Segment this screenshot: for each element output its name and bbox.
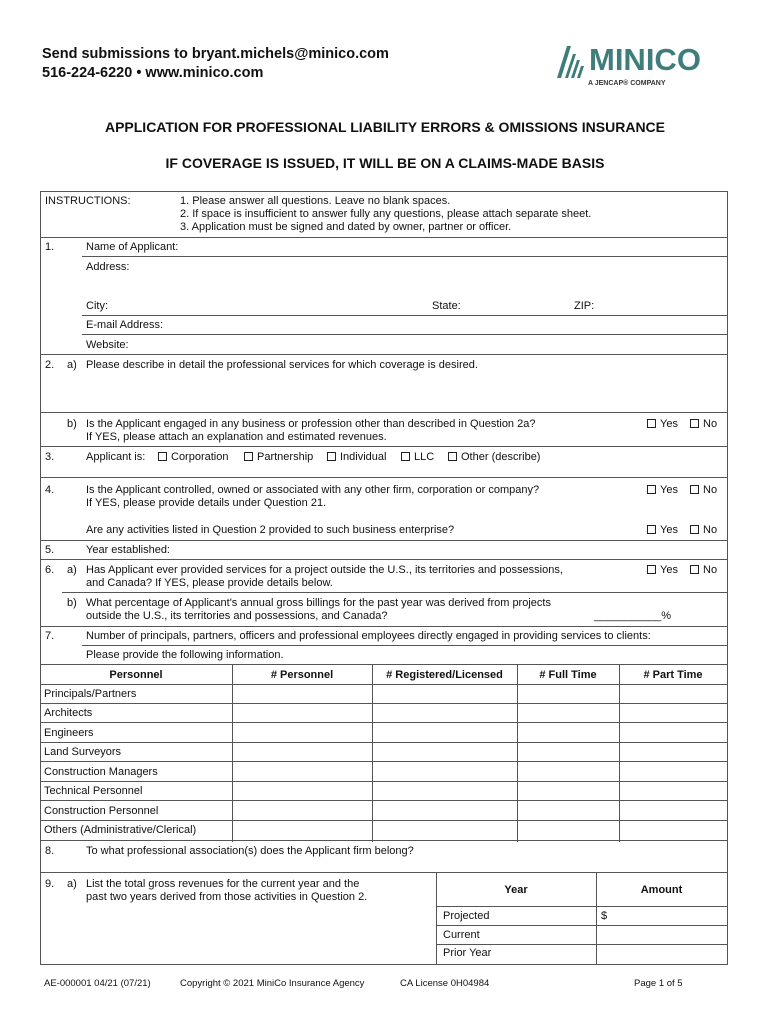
revenue-row-projected: Projected [443, 910, 490, 922]
no-checkbox[interactable]: No [690, 524, 717, 536]
instruction-item: 3. Application must be signed and dated by owner, partner or officer. [180, 221, 512, 233]
partnership-checkbox[interactable]: Partnership [244, 451, 313, 463]
q7-number: 7. [45, 630, 55, 642]
contact-phone-web-line: 516-224-6220 • www.minico.com [42, 65, 264, 81]
col-personnel: Personnel [109, 669, 163, 681]
q6b-letter: b) [67, 597, 77, 609]
q8-number: 8. [45, 845, 55, 857]
yes-checkbox[interactable]: Yes [647, 418, 678, 430]
q6a-text-2: and Canada? If YES, please provide details below. [86, 577, 333, 589]
q7-text-2: Please provide the following information. [86, 649, 284, 661]
copyright: Copyright © 2021 MiniCo Insurance Agency [180, 978, 365, 989]
yes-checkbox[interactable]: Yes [647, 564, 678, 576]
form-title: APPLICATION FOR PROFESSIONAL LIABILITY ERRORS & OMISSIONS INSURANCE [104, 119, 666, 135]
col-full-time: # Full Time [539, 669, 597, 681]
col-registered: # Registered/Licensed [386, 669, 503, 681]
q6a-text-1: Has Applicant ever provided services for a project outside the U.S., its territories and possessions, [86, 564, 563, 576]
address-label[interactable]: Address: [86, 261, 130, 273]
q2b-letter: b) [67, 418, 77, 430]
page-number: Page 1 of 5 [634, 978, 683, 989]
col-amount: Amount [640, 884, 683, 896]
llc-checkbox[interactable]: LLC [401, 451, 434, 463]
no-checkbox[interactable]: No [690, 484, 717, 496]
q6a-letter: a) [67, 564, 77, 576]
email-label[interactable]: E-mail Address: [86, 319, 164, 331]
q4-number: 4. [45, 484, 55, 496]
q2-number: 2. [45, 359, 55, 371]
yes-checkbox[interactable]: Yes [647, 524, 678, 536]
q4-text-1: Is the Applicant controlled, owned or associated with any other firm, corporation or company? [86, 484, 540, 496]
no-checkbox[interactable]: No [690, 418, 717, 430]
minico-logo [553, 42, 725, 98]
q6b-text-2: outside the U.S., its territories and possessions, and Canada? [86, 610, 388, 622]
instructions-label: INSTRUCTIONS: [45, 195, 131, 207]
q2a-letter: a) [67, 359, 77, 371]
year-established-label[interactable]: Year established: [86, 544, 170, 556]
table-row-label: Land Surveyors [44, 746, 122, 758]
zip-label[interactable]: ZIP: [574, 300, 595, 312]
q8-text: To what professional association(s) does the Applicant firm belong? [86, 845, 414, 857]
instruction-item: 1. Please answer all questions. Leave no blank spaces. [180, 195, 451, 207]
revenue-row-prior: Prior Year [443, 947, 492, 959]
q6a-yes-no [647, 564, 717, 576]
table-row-label: Construction Managers [44, 766, 158, 778]
col-num-personnel: # Personnel [270, 669, 334, 681]
state-label[interactable]: State: [432, 300, 461, 312]
corporation-checkbox[interactable]: Corporation [158, 451, 228, 463]
q4-yes-no [647, 484, 717, 496]
revenue-row-current: Current [443, 929, 480, 941]
contact-email-line: Send submissions to bryant.michels@minico.com [42, 46, 389, 62]
logo-tagline: A JENCAP® COMPANY [588, 80, 666, 87]
table-row-label: Technical Personnel [44, 785, 143, 797]
col-part-time: # Part Time [643, 669, 703, 681]
instruction-item: 2. If space is insufficient to answer fully any questions, please attach separate sheet. [180, 208, 592, 220]
q6-number: 6. [45, 564, 55, 576]
applicant-type-label: Applicant is: [86, 451, 146, 463]
q4b-yes-no [647, 524, 717, 536]
form-subtitle: IF COVERAGE IS ISSUED, IT WILL BE ON A CLAIMS-MADE BASIS [165, 155, 605, 171]
q5-number: 5. [45, 544, 55, 556]
form-id: AE-000001 04/21 (07/21) [44, 978, 151, 989]
q7-text-1: Number of principals, partners, officers and professional employees directly engaged in providing services to clients: [86, 630, 651, 642]
q2a-text: Please describe in detail the professional services for which coverage is desired. [86, 359, 478, 371]
minico-stripes-logo-icon [553, 44, 593, 80]
percentage-field[interactable]: ___________% [594, 610, 672, 622]
logo-wordmark: MINICO [589, 42, 701, 77]
other-checkbox[interactable]: Other (describe) [448, 451, 540, 463]
table-row-label: Architects [44, 707, 93, 719]
table-row-label: Engineers [44, 727, 94, 739]
q9-number: 9. [45, 878, 55, 890]
col-year: Year [504, 884, 528, 896]
q4-text-3: Are any activities listed in Question 2 provided to such business enterprise? [86, 524, 455, 536]
q6b-text-1: What percentage of Applicant's annual gross billings for the past year was derived from projects [86, 597, 551, 609]
applicant-name-label[interactable]: Name of Applicant: [86, 241, 179, 253]
q2b-text-1: Is the Applicant engaged in any business or profession other than described in Question 2a? [86, 418, 536, 430]
currency-symbol: $ [601, 910, 608, 922]
q3-number: 3. [45, 451, 55, 463]
q2b-text-2: If YES, please attach an explanation and estimated revenues. [86, 431, 387, 443]
q9a-text-1: List the total gross revenues for the current year and the [86, 878, 360, 890]
website-label[interactable]: Website: [86, 339, 129, 351]
q1-number: 1. [45, 241, 55, 253]
table-row-label: Principals/Partners [44, 688, 137, 700]
q9a-text-2: past two years derived from those activities in Question 2. [86, 891, 368, 903]
city-label[interactable]: City: [86, 300, 108, 312]
yes-checkbox[interactable]: Yes [647, 484, 678, 496]
no-checkbox[interactable]: No [690, 564, 717, 576]
q4-text-2: If YES, please provide details under Question 21. [86, 497, 327, 509]
table-row-label: Others (Administrative/Clerical) [44, 824, 197, 836]
q9a-letter: a) [67, 878, 77, 890]
q2b-yes-no [647, 418, 717, 430]
license: CA License 0H04984 [400, 978, 490, 989]
table-row-label: Construction Personnel [44, 805, 159, 817]
individual-checkbox[interactable]: Individual [327, 451, 386, 463]
